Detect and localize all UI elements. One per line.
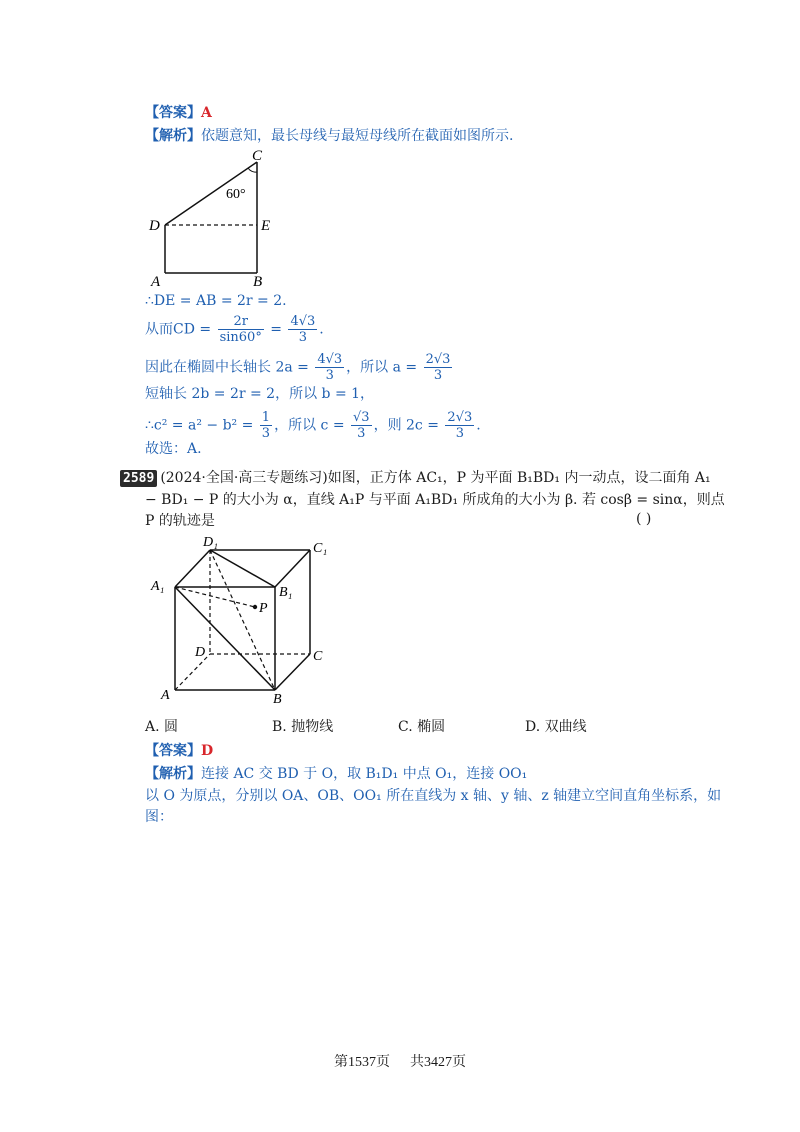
- edge-d1b-hidden: [210, 550, 275, 690]
- label-d: D: [149, 218, 160, 234]
- step-3-prefix: 因此在椭圆中长轴长 2a =: [145, 359, 309, 376]
- fraction-num: 4√3: [317, 352, 343, 367]
- label-e: E: [261, 218, 271, 234]
- question-line-1: [120, 468, 711, 488]
- total-pages: 共3427页: [410, 1055, 466, 1070]
- option-a: A. 圆: [145, 719, 179, 735]
- fraction-num: √3: [353, 410, 370, 425]
- analysis-intro-line: [145, 126, 513, 146]
- fraction: [445, 410, 474, 441]
- fraction: [424, 352, 453, 383]
- label-b: B: [253, 274, 263, 290]
- fraction: [288, 314, 317, 345]
- fraction-den: 3: [357, 426, 366, 441]
- fraction-den: 3: [455, 426, 464, 441]
- trapezoid-figure: [140, 146, 280, 291]
- answer-tag: 【答案】: [145, 743, 201, 759]
- fraction-num: 1: [261, 410, 271, 425]
- label-b: B: [273, 692, 282, 707]
- analysis2-line-2: 以 O 为原点，分别以 OA、OB、OO₁ 所在直线为 x 轴、y 轴、z 轴建立空间直角坐标系，如: [145, 788, 722, 804]
- answer-line-1: [145, 103, 212, 123]
- answer-value: D: [201, 743, 214, 759]
- label-angle: 60°: [226, 187, 246, 202]
- option-d: D. 双曲线: [525, 719, 587, 735]
- equals-sign: =: [270, 321, 283, 338]
- point-p: [253, 605, 257, 609]
- analysis-tag: 【解析】: [145, 766, 201, 782]
- step-5-prefix: ∴c² = a² − b² =: [145, 417, 254, 434]
- step-2: 从而CD = $\frac{2r}{\sin 60^\circ}$ = $\frac{4√3}{3}$ .: [145, 314, 324, 345]
- fraction-num: 2r: [218, 314, 264, 330]
- step-1: ∴DE = AB = 2r = 2.: [145, 293, 287, 309]
- label-d1: D₁: [203, 535, 218, 550]
- step-4: 短轴长 2b = 2r = 2，所以 b = 1，: [145, 386, 375, 402]
- question-line-2: − BD₁ − P 的大小为 α，直线 A₁P 与平面 A₁BD₁ 所成角的大小为 β. 若 cosβ = sinα，则点: [145, 492, 725, 508]
- edge-a1p-hidden: [175, 587, 255, 607]
- edge-b1c1: [275, 550, 310, 587]
- fraction-den: 3: [433, 368, 443, 383]
- label-a: A: [151, 274, 161, 290]
- answer-tag: 【答案】: [145, 105, 201, 121]
- answer-blank: ( ): [636, 511, 652, 527]
- fraction-num: 2√3: [425, 352, 451, 367]
- answer-value: A: [201, 105, 212, 121]
- analysis-tag: 【解析】: [145, 128, 201, 144]
- step-3: [145, 352, 454, 383]
- analysis2-line-3: 图：: [145, 809, 173, 825]
- answer-line-2: [145, 741, 213, 761]
- fraction: [315, 352, 344, 383]
- page-number: 第1537页: [334, 1055, 390, 1070]
- step-3-mid: ，所以 a =: [346, 359, 418, 376]
- fraction-den: 3: [298, 330, 308, 345]
- angle-arc: [248, 168, 257, 172]
- fraction-den: 3: [325, 368, 334, 383]
- question-text-1: (2024·全国·高三专题练习)如图，正方体 AC₁，P 为平面 B₁BD₁ 内一动点，设二面角 A₁: [160, 470, 711, 486]
- edge-d1b1: [210, 550, 275, 587]
- label-c: C: [313, 649, 323, 664]
- option-b: B. 抛物线: [272, 719, 334, 735]
- label-a1: A₁: [151, 579, 165, 594]
- fraction: [351, 410, 372, 441]
- label-d: D: [195, 645, 206, 660]
- label-c1: C₁: [313, 541, 328, 556]
- edge-bc: [275, 654, 310, 690]
- question-line-3: P 的轨迹是: [145, 513, 215, 529]
- step-5-mid2: ，则 2c =: [373, 417, 439, 434]
- fraction-den: 3: [261, 426, 271, 441]
- conclusion: 故选：A.: [145, 441, 202, 457]
- fraction: [260, 410, 272, 441]
- analysis-intro-text: 依题意知，最长母线与最短母线所在截面如图所示.: [201, 128, 514, 144]
- fraction-num: 4√3: [290, 314, 316, 329]
- page-footer: [0, 1051, 800, 1071]
- fraction-den: sin60°: [219, 330, 262, 345]
- label-b1: B₁: [279, 585, 293, 600]
- question-number-badge: 2589: [120, 470, 157, 487]
- analysis2-text-1: 连接 AC 交 BD 于 O，取 B₁D₁ 中点 O₁，连接 OO₁: [201, 766, 528, 782]
- cube-figure: [145, 532, 345, 707]
- analysis2-line-1: [145, 764, 527, 784]
- step-2-prefix: 从而CD =: [145, 321, 212, 338]
- label-c: C: [252, 148, 263, 164]
- fraction-num: 2√3: [447, 410, 473, 425]
- step-5-mid1: ，所以 c =: [274, 417, 345, 434]
- label-p: P: [259, 601, 268, 616]
- label-a: A: [161, 688, 170, 703]
- edge-a1d1: [175, 550, 210, 587]
- fraction: [218, 314, 264, 345]
- option-c: C. 椭圆: [398, 719, 446, 735]
- step-5: ∴c² = a² − b² = $\frac{1}{3}$ ，所以 c = $\frac{√3}{3}$ ，则 2c = $\frac{2√3}{3}$ .: [145, 410, 481, 441]
